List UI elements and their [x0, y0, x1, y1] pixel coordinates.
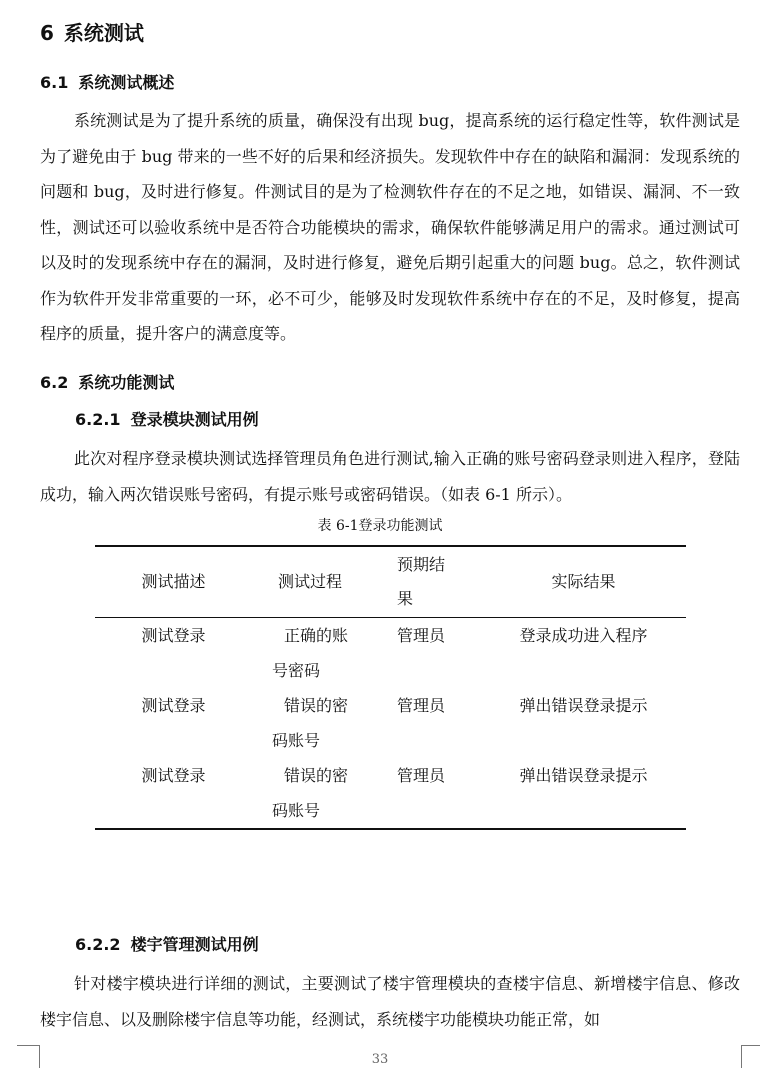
cell-actual: 弹出错误登录提示: [519, 696, 648, 715]
section-title: 系统测试概述: [78, 73, 175, 92]
header-expected-label: 预期结果: [397, 555, 446, 608]
header-process-label: 测试过程: [278, 572, 343, 591]
login-test-paragraph: 此次对程序登录模块测试选择管理员角色进行测试,输入正确的账号密码登录则进入程序，登陆成功，输入两次错误账号密码，有提示账号或密码错误。（如表 6-1 所示）。: [40, 449, 740, 504]
section-number: 6.2: [40, 373, 69, 392]
cell-description: 测试登录: [141, 696, 206, 715]
table-caption: 表 6-1登录功能测试: [317, 518, 443, 534]
cell-process: [252, 618, 383, 689]
chapter-heading: [40, 18, 144, 48]
header-cell-process: [252, 546, 383, 618]
subsection-title: 登录模块测试用例: [130, 410, 259, 429]
cell-expected: [383, 688, 481, 758]
cell-description: 测试登录: [141, 626, 206, 645]
cell-process: [252, 758, 383, 829]
header-cell-description: 测试描述: [141, 572, 206, 591]
table-row: [95, 758, 686, 829]
header-cell-actual: 实际结果: [551, 572, 616, 591]
login-test-table: [95, 545, 686, 830]
subsection-title: 楼宇管理测试用例: [130, 935, 259, 954]
table-row: [95, 618, 686, 689]
section-heading-6-1: [40, 70, 174, 96]
cell-process-text: 错误的密码账号: [272, 696, 349, 750]
section-number: 6.1: [40, 73, 69, 92]
cell-process: [252, 688, 383, 758]
cell-expected-text: 管理员: [397, 766, 446, 785]
overview-paragraph: 系统测试是为了提升系统的质量，确保没有出现 bug，提高系统的运行稳定性等，软件测试是为了避免由于 bug 带来的一些不好的后果和经济损失。发现软件中存在的缺陷和漏洞：发现系统的问题和 bug，及时进行修复。件测试目的是为了检测软件存在的不足之地，如错误、漏洞、不一致性，测试还可以验收系统中是否符合功能模块的需求，确保软件能够满足用户的需求。通过测试可以及时的发现系统中存在的漏洞，及时进行修复，避免后期引起重大的问题 bug。总之，软件测试作为软件开发非常重要的一环，必不可少，能够及时发现软件系统中存在的不足，及时修复，提高程序的质量，提升客户的满意度等。: [40, 111, 740, 343]
cell-actual: 登录成功进入程序: [519, 626, 648, 645]
section-heading-6-2: [40, 370, 174, 396]
cell-expected-text: 管理员: [397, 696, 446, 715]
subsection-heading-6-2-1: [75, 407, 259, 433]
header-cell-expected: [383, 546, 481, 618]
table-header-row: [95, 546, 686, 618]
cell-description: 测试登录: [141, 766, 206, 785]
chapter-title: 系统测试: [63, 21, 144, 45]
page-number: 33: [371, 1052, 389, 1067]
cell-process-text: 正确的账号密码: [272, 626, 349, 680]
cell-process-text: 错误的密码账号: [272, 766, 349, 820]
subsection-number: 6.2.1: [75, 410, 121, 429]
cell-actual: 弹出错误登录提示: [519, 766, 648, 785]
cell-expected: [383, 618, 481, 689]
subsection-heading-6-2-2: [75, 932, 259, 958]
table-row: [95, 688, 686, 758]
cell-expected-text: 管理员: [397, 626, 446, 645]
cell-expected: [383, 758, 481, 829]
section-title: 系统功能测试: [78, 373, 175, 392]
chapter-number: 6: [40, 21, 54, 45]
subsection-number: 6.2.2: [75, 935, 121, 954]
building-test-paragraph: 针对楼宇模块进行详细的测试，主要测试了楼宇管理模块的查楼宇信息、新增楼宇信息、修改楼宇信息、以及删除楼宇信息等功能，经测试，系统楼宇功能模块功能正常，如: [40, 974, 740, 1029]
